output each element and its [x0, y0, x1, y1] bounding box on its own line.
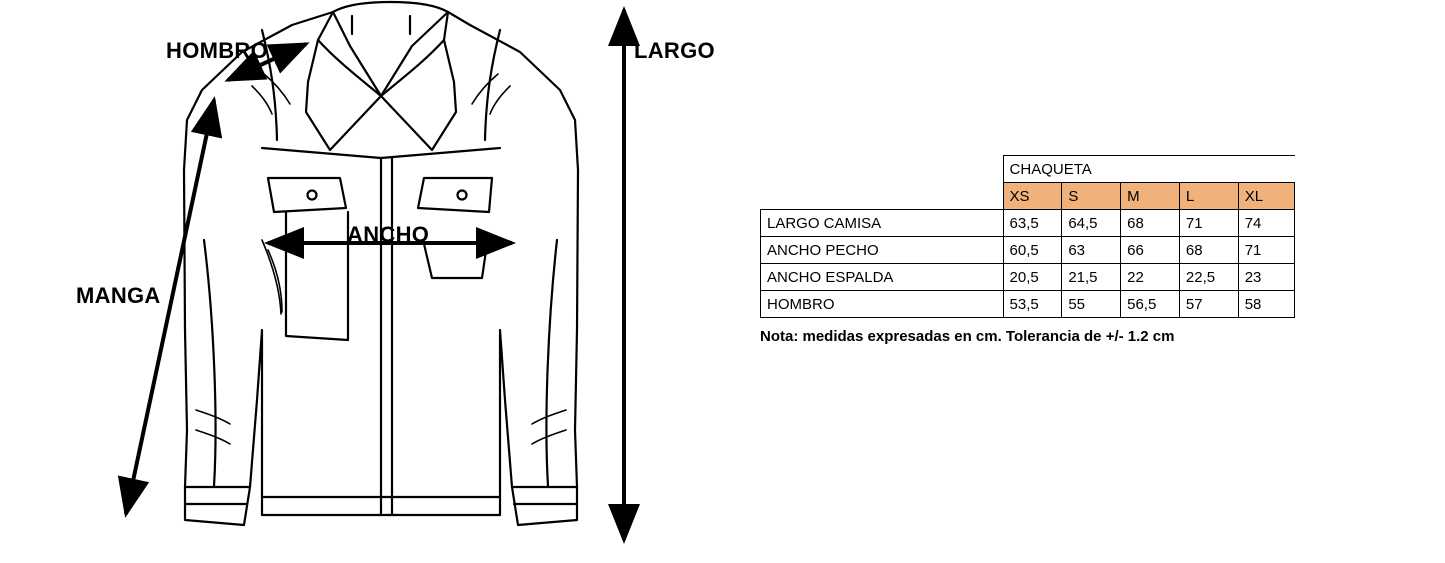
cell-hombro-xs: 53,5	[1003, 291, 1062, 318]
table-title-row	[761, 156, 1295, 183]
label-manga: MANGA	[76, 283, 161, 308]
header-spacer	[761, 183, 1004, 210]
cell-ancho-pecho-m: 66	[1121, 237, 1180, 264]
cell-ancho-espalda-xl: 23	[1238, 264, 1294, 291]
cell-ancho-espalda-s: 21,5	[1062, 264, 1121, 291]
column-header-xl: XL	[1238, 183, 1294, 210]
cell-ancho-pecho-s: 63	[1062, 237, 1121, 264]
measurement-note: Nota: medidas expresadas en cm. Tolerancia de +/- 1.2 cm	[760, 328, 1175, 345]
cell-ancho-espalda-l: 22,5	[1179, 264, 1238, 291]
table-title: CHAQUETA	[1003, 156, 1294, 183]
cell-hombro-m: 56,5	[1121, 291, 1180, 318]
row-label-largo-camisa: LARGO CAMISA	[761, 210, 1004, 237]
column-header-s: S	[1062, 183, 1121, 210]
cell-ancho-espalda-xs: 20,5	[1003, 264, 1062, 291]
cell-ancho-pecho-xs: 60,5	[1003, 237, 1062, 264]
label-largo: LARGO	[634, 38, 715, 63]
cell-ancho-pecho-l: 68	[1179, 237, 1238, 264]
cell-largo-camisa-m: 68	[1121, 210, 1180, 237]
row-label-ancho-espalda: ANCHO ESPALDA	[761, 264, 1004, 291]
row-label-ancho-pecho: ANCHO PECHO	[761, 237, 1004, 264]
cell-largo-camisa-xs: 63,5	[1003, 210, 1062, 237]
label-ancho: ANCHO	[347, 222, 430, 247]
table-row	[761, 264, 1295, 291]
column-header-l: L	[1179, 183, 1238, 210]
table-row	[761, 291, 1295, 318]
column-header-xs: XS	[1003, 183, 1062, 210]
table-title-spacer	[761, 156, 1004, 183]
label-hombro: HOMBRO	[166, 38, 269, 63]
table-row	[761, 210, 1295, 237]
table-row	[761, 237, 1295, 264]
cell-largo-camisa-l: 71	[1179, 210, 1238, 237]
table-header-row	[761, 183, 1295, 210]
size-table-wrapper	[760, 155, 1295, 318]
cell-largo-camisa-s: 64,5	[1062, 210, 1121, 237]
cell-largo-camisa-xl: 74	[1238, 210, 1294, 237]
cell-hombro-xl: 58	[1238, 291, 1294, 318]
row-label-hombro: HOMBRO	[761, 291, 1004, 318]
cell-hombro-s: 55	[1062, 291, 1121, 318]
cell-ancho-pecho-xl: 71	[1238, 237, 1294, 264]
cell-ancho-espalda-m: 22	[1121, 264, 1180, 291]
cell-hombro-l: 57	[1179, 291, 1238, 318]
column-header-m: M	[1121, 183, 1180, 210]
size-table	[760, 155, 1295, 318]
